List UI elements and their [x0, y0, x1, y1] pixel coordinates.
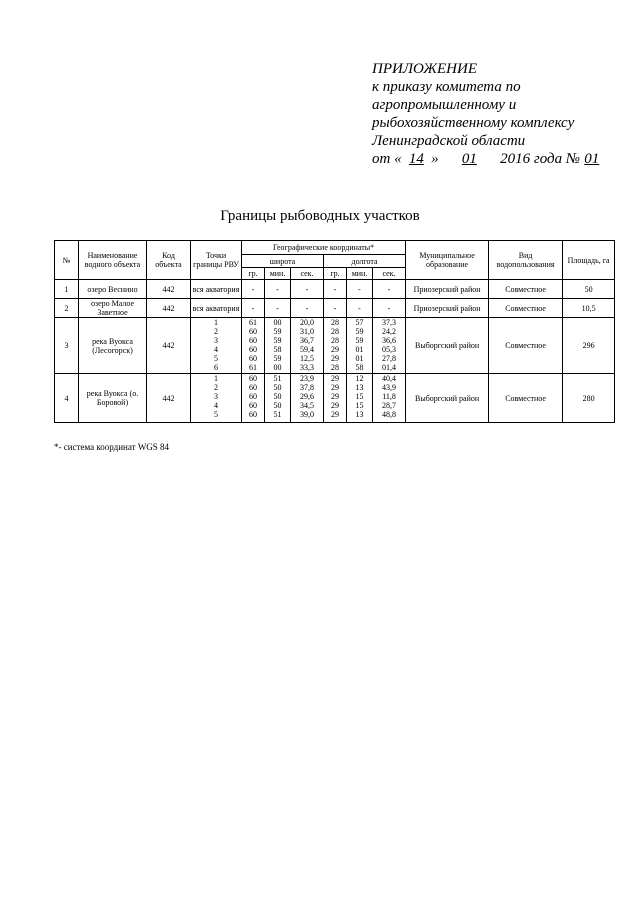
- latitude-seconds: [291, 299, 324, 318]
- row-number: 4: [55, 374, 79, 423]
- longitude-degrees-value: 29: [331, 345, 339, 354]
- area-ha: 296: [563, 318, 615, 374]
- date-suffix: 2016 года №: [500, 151, 580, 167]
- coordinate-system-footnote: *- система координат WGS 84: [54, 442, 170, 452]
- longitude-minutes-value: 13: [355, 383, 364, 392]
- longitude-degrees-value: 28: [331, 318, 339, 327]
- header-lon-deg: гр.: [324, 268, 347, 280]
- latitude-degrees-value: 60: [249, 336, 257, 345]
- latitude-degrees-value: 60: [249, 345, 257, 354]
- longitude-minutes-value: 01: [355, 354, 364, 363]
- latitude-degrees-value: 60: [249, 383, 257, 392]
- latitude-seconds-value: 33,3: [300, 363, 314, 372]
- longitude-minutes-value: 13: [355, 410, 364, 419]
- header-latitude: широта: [242, 255, 324, 268]
- header-longitude: долгота: [324, 255, 406, 268]
- boundary-points-value: 1: [214, 374, 218, 383]
- longitude-seconds-value: 28,7: [382, 401, 397, 410]
- longitude-degrees-value: -: [333, 303, 337, 313]
- boundary-points: [191, 280, 242, 299]
- latitude-seconds-value: 23,9: [300, 374, 314, 383]
- latitude-minutes-value: 58: [273, 345, 282, 354]
- document-title: Границы рыбоводных участков: [220, 208, 420, 224]
- longitude-degrees: [324, 280, 347, 299]
- date-prefix: от «: [372, 151, 402, 167]
- longitude-minutes-value: 57: [355, 318, 364, 327]
- appendix-line-4: рыбохозяйственному комплексу: [372, 115, 575, 131]
- longitude-seconds-value: 05,3: [382, 345, 397, 354]
- appendix-line-2: к приказу комитета по: [372, 79, 521, 95]
- latitude-degrees: [242, 280, 265, 299]
- latitude-minutes-value: 59: [273, 354, 282, 363]
- table-row: [55, 280, 615, 299]
- boundary-points-value: 3: [214, 392, 218, 401]
- table-row: [55, 299, 615, 318]
- longitude-seconds-value: 43,9: [382, 383, 397, 392]
- longitude-seconds: [373, 318, 406, 374]
- longitude-degrees-value: 29: [331, 374, 339, 383]
- usage-type: Совместное: [489, 280, 563, 299]
- latitude-minutes: [265, 299, 291, 318]
- longitude-seconds-value: -: [387, 303, 391, 313]
- longitude-minutes-value: 15: [355, 392, 364, 401]
- table-row: [55, 374, 615, 423]
- area-ha: 280: [563, 374, 615, 423]
- longitude-degrees-value: 28: [331, 363, 339, 372]
- boundary-points-value: вся акватория: [192, 303, 240, 313]
- longitude-degrees-value: 28: [331, 327, 339, 336]
- longitude-seconds-value: 37,3: [382, 318, 397, 327]
- municipality: Приозерский район: [406, 299, 489, 318]
- longitude-degrees-value: 29: [331, 392, 339, 401]
- boundaries-table: [54, 240, 615, 423]
- longitude-seconds-value: -: [387, 284, 391, 294]
- header-area: Площадь, га: [563, 241, 615, 280]
- longitude-minutes: [347, 280, 373, 299]
- boundary-points-value: вся акватория: [192, 284, 240, 294]
- longitude-minutes-value: 59: [355, 327, 364, 336]
- date-mid: »: [431, 151, 439, 167]
- table-row: [55, 318, 615, 374]
- latitude-degrees: [242, 374, 265, 423]
- latitude-seconds-value: 29,6: [300, 392, 314, 401]
- latitude-degrees-value: 60: [249, 374, 257, 383]
- latitude-minutes-value: 51: [273, 374, 282, 383]
- longitude-seconds: [373, 299, 406, 318]
- longitude-seconds: [373, 280, 406, 299]
- longitude-minutes-value: -: [358, 284, 361, 294]
- latitude-minutes-value: 51: [273, 410, 282, 419]
- usage-type: Совместное: [489, 318, 563, 374]
- latitude-degrees: [242, 299, 265, 318]
- latitude-degrees-value: 60: [249, 354, 257, 363]
- boundary-points-value: 5: [214, 354, 218, 363]
- longitude-minutes: [347, 374, 373, 423]
- latitude-degrees-value: 60: [249, 401, 257, 410]
- latitude-seconds-value: 31,0: [300, 327, 314, 336]
- object-code: 442: [147, 299, 191, 318]
- longitude-degrees-value: 28: [331, 336, 339, 345]
- header-water-body: Наименование водного объекта: [79, 241, 147, 280]
- latitude-seconds-value: 12,5: [300, 354, 314, 363]
- appendix-line-3: агропромышленному и: [372, 97, 517, 113]
- boundary-points: [191, 318, 242, 374]
- longitude-degrees-value: 29: [331, 410, 339, 419]
- row-number: 3: [55, 318, 79, 374]
- boundary-points-value: 4: [214, 401, 218, 410]
- latitude-degrees-value: 61: [249, 318, 257, 327]
- latitude-seconds-value: 59,4: [300, 345, 314, 354]
- latitude-degrees-value: 60: [249, 327, 257, 336]
- appendix-header: [372, 60, 622, 168]
- longitude-degrees-value: 29: [331, 354, 339, 363]
- latitude-degrees: [242, 318, 265, 374]
- usage-type: Совместное: [489, 299, 563, 318]
- longitude-minutes-value: 12: [355, 374, 364, 383]
- latitude-seconds-value: -: [305, 303, 309, 313]
- boundary-points-value: 2: [214, 383, 218, 392]
- latitude-seconds-value: 37,8: [300, 383, 314, 392]
- order-number: 01: [584, 151, 600, 167]
- usage-type: Совместное: [489, 374, 563, 423]
- header-lat-min: мин.: [265, 268, 291, 280]
- object-code: 442: [147, 374, 191, 423]
- latitude-seconds-value: -: [305, 284, 309, 294]
- latitude-seconds-value: 39,0: [300, 410, 314, 419]
- longitude-minutes-value: -: [358, 303, 361, 313]
- header-number: №: [55, 241, 79, 280]
- header-object-code: Код объекта: [147, 241, 191, 280]
- appendix-line-1: ПРИЛОЖЕНИЕ: [372, 61, 477, 77]
- longitude-minutes-value: 58: [355, 363, 364, 372]
- latitude-minutes-value: 59: [273, 336, 282, 345]
- longitude-seconds-value: 40,4: [382, 374, 397, 383]
- latitude-minutes-value: 50: [273, 401, 282, 410]
- latitude-minutes-value: -: [276, 303, 279, 313]
- longitude-seconds-value: 01,4: [382, 363, 397, 372]
- longitude-minutes-value: 59: [355, 336, 364, 345]
- longitude-minutes-value: 01: [355, 345, 364, 354]
- boundary-points-value: 2: [214, 327, 218, 336]
- longitude-seconds-value: 27,8: [382, 354, 397, 363]
- latitude-minutes-value: 59: [273, 327, 282, 336]
- longitude-minutes: [347, 299, 373, 318]
- header-lon-sec: сек.: [373, 268, 406, 280]
- latitude-minutes-value: 00: [273, 363, 282, 372]
- latitude-minutes-value: 00: [273, 318, 282, 327]
- longitude-seconds-value: 24,2: [382, 327, 397, 336]
- header-boundary-points: Точки границы РВУ: [191, 241, 242, 280]
- latitude-minutes-value: -: [276, 284, 279, 294]
- area-ha: 50: [563, 280, 615, 299]
- latitude-seconds: [291, 280, 324, 299]
- longitude-degrees-value: 29: [331, 401, 339, 410]
- latitude-seconds-value: 36,7: [300, 336, 314, 345]
- latitude-minutes: [265, 374, 291, 423]
- latitude-seconds: [291, 374, 324, 423]
- latitude-degrees-value: -: [251, 303, 255, 313]
- latitude-minutes: [265, 318, 291, 374]
- object-code: 442: [147, 280, 191, 299]
- header-lat-sec: сек.: [291, 268, 324, 280]
- boundary-points: [191, 299, 242, 318]
- boundary-points: [191, 374, 242, 423]
- latitude-degrees-value: 60: [249, 410, 257, 419]
- header-lat-deg: гр.: [242, 268, 265, 280]
- latitude-seconds-value: 20,0: [300, 318, 314, 327]
- water-body-name: река Вуокса (о. Боровой): [79, 374, 147, 423]
- area-ha: 10,5: [563, 299, 615, 318]
- longitude-degrees: [324, 318, 347, 374]
- water-body-name: озеро Малое Заветное: [79, 299, 147, 318]
- municipality: Выборгский район: [406, 318, 489, 374]
- header-lon-min: мин.: [347, 268, 373, 280]
- latitude-minutes-value: 50: [273, 392, 282, 401]
- municipality: Приозерский район: [406, 280, 489, 299]
- municipality: Выборгский район: [406, 374, 489, 423]
- latitude-seconds: [291, 318, 324, 374]
- latitude-degrees-value: 61: [249, 363, 257, 372]
- appendix-line-5: Ленинградской области: [372, 133, 526, 149]
- row-number: 2: [55, 299, 79, 318]
- latitude-degrees-value: 60: [249, 392, 257, 401]
- latitude-minutes-value: 50: [273, 383, 282, 392]
- longitude-minutes: [347, 318, 373, 374]
- longitude-degrees: [324, 374, 347, 423]
- date-day: 14: [408, 151, 424, 167]
- water-body-name: озеро Веснино: [79, 280, 147, 299]
- water-body-name: река Вуокса (Лесогорск): [79, 318, 147, 374]
- longitude-seconds-value: 36,6: [382, 336, 397, 345]
- latitude-degrees-value: -: [251, 284, 255, 294]
- header-usage-type: Вид водопользования: [489, 241, 563, 280]
- boundary-points-value: 3: [214, 336, 218, 345]
- boundary-points-value: 6: [214, 363, 218, 372]
- longitude-minutes-value: 15: [355, 401, 364, 410]
- longitude-seconds: [373, 374, 406, 423]
- row-number: 1: [55, 280, 79, 299]
- header-municipality: Муниципальное образование: [406, 241, 489, 280]
- boundary-points-value: 5: [214, 410, 218, 419]
- longitude-seconds-value: 48,8: [382, 410, 397, 419]
- latitude-seconds-value: 34,5: [300, 401, 314, 410]
- date-month: 01: [461, 151, 477, 167]
- header-coordinates: Географические координаты*: [242, 241, 406, 255]
- longitude-seconds-value: 11,8: [382, 392, 396, 401]
- longitude-degrees-value: 29: [331, 383, 339, 392]
- boundary-points-value: 4: [214, 345, 218, 354]
- appendix-date-line: [372, 150, 622, 168]
- boundary-points-value: 1: [214, 318, 218, 327]
- longitude-degrees: [324, 299, 347, 318]
- object-code: 442: [147, 318, 191, 374]
- longitude-degrees-value: -: [333, 284, 337, 294]
- latitude-minutes: [265, 280, 291, 299]
